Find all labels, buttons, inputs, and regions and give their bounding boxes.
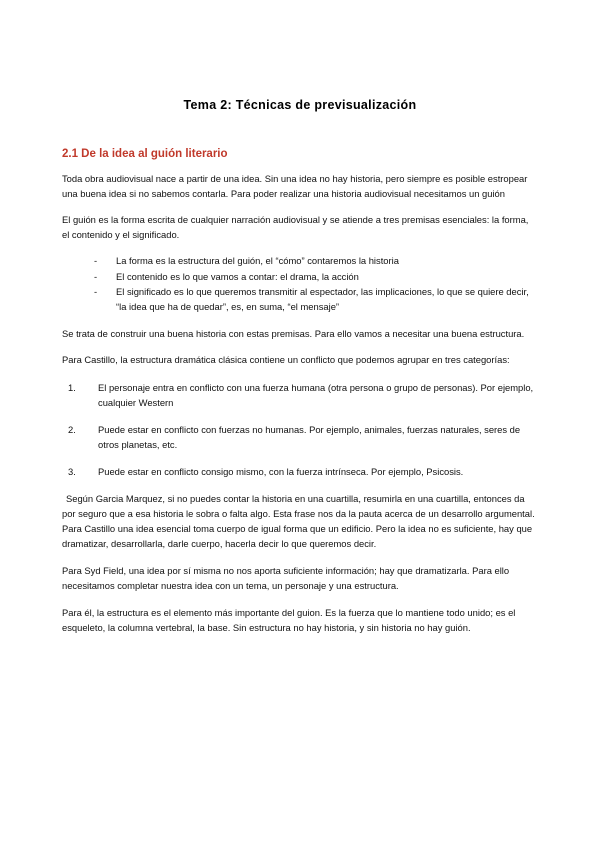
paragraph-structure-1: Se trata de construir una buena historia con estas premisas. Para ello vamos a necesitar una buena estructura. [62,327,525,339]
paragraph-syd-field: Para Syd Field, una idea por sí misma no nos aporta suficiente información; hay que dramatizarla. Para ello necesitamos completar nuestra idea con un tema, un personaje y una estructura. [62,565,510,592]
paragraph-structure-2: Para Castillo, la estructura dramática clásica contiene un conflicto que podemos agrupar en tres categorías: [62,354,510,366]
section-heading: 2.1 De la idea al guión literario [62,148,228,160]
list-item: Puede estar en conflicto consigo mismo, con la fuerza intrínseca. Por ejemplo, Psicosis. [98,465,464,477]
list-item: - El significado es lo que queremos transmitir al espectador, las implicaciones, lo que se quiere decir, “la idea que ha de quedar”, es, en suma, “el mensaje” [94,285,538,314]
paragraph-garcia-marquez: Según Garcia Marquez, si no puedes contar la historia en una cuartilla, resumirla en una cuartilla, entonces da por seguro que a esa historia le sobra o falta algo. Esta frase nos da la pauta acerca de un desarrollo argumental. Para Castillo una idea esencial toma cuerpo de igual forma que un edificio. Pero la idea no es suficiente, hay que dramatizar, desarrollarla, darle cuerpo, hacerla decir lo que queremos decir. [62,493,535,550]
paragraph-intro-1: Toda obra audiovisual nace a partir de una idea. Sin una idea no hay historia, pero siempre es posible estropear una buena idea si no sabemos contarla. Para poder realizar una historia audiovisual necesitamos un guión [62,173,528,199]
premises-list [62,254,538,314]
paragraph-structure-importance: Para él, la estructura es el elemento más importante del guion. Es la fuerza que lo mantiene todo unido; es el esqueleto, la columna vertebral, la base. Sin estructura no hay historia, y sin historia no hay guión. [62,607,516,634]
paragraph-intro-2: El guión es la forma escrita de cualquier narración audiovisual y se atiende a tres premisas esenciales: la forma, el contenido y el significado. [62,214,529,240]
list-item: - La forma es la estructura del guión, el “cómo” contaremos la historia [94,254,538,269]
list-item: Puede estar en conflicto con fuerzas no humanas. Por ejemplo, animales, fuerzas naturales, seres de otros planetas, etc. [98,423,521,450]
list-item: El personaje entra en conflicto con una fuerza humana (otra persona o grupo de personas). Por ejemplo, cualquier Western [98,381,534,408]
page-title: Tema 2: Técnicas de previsualización [183,98,417,112]
conflict-categories-list [62,380,538,479]
list-item: - El contenido es lo que vamos a contar: el drama, la acción [94,270,538,285]
